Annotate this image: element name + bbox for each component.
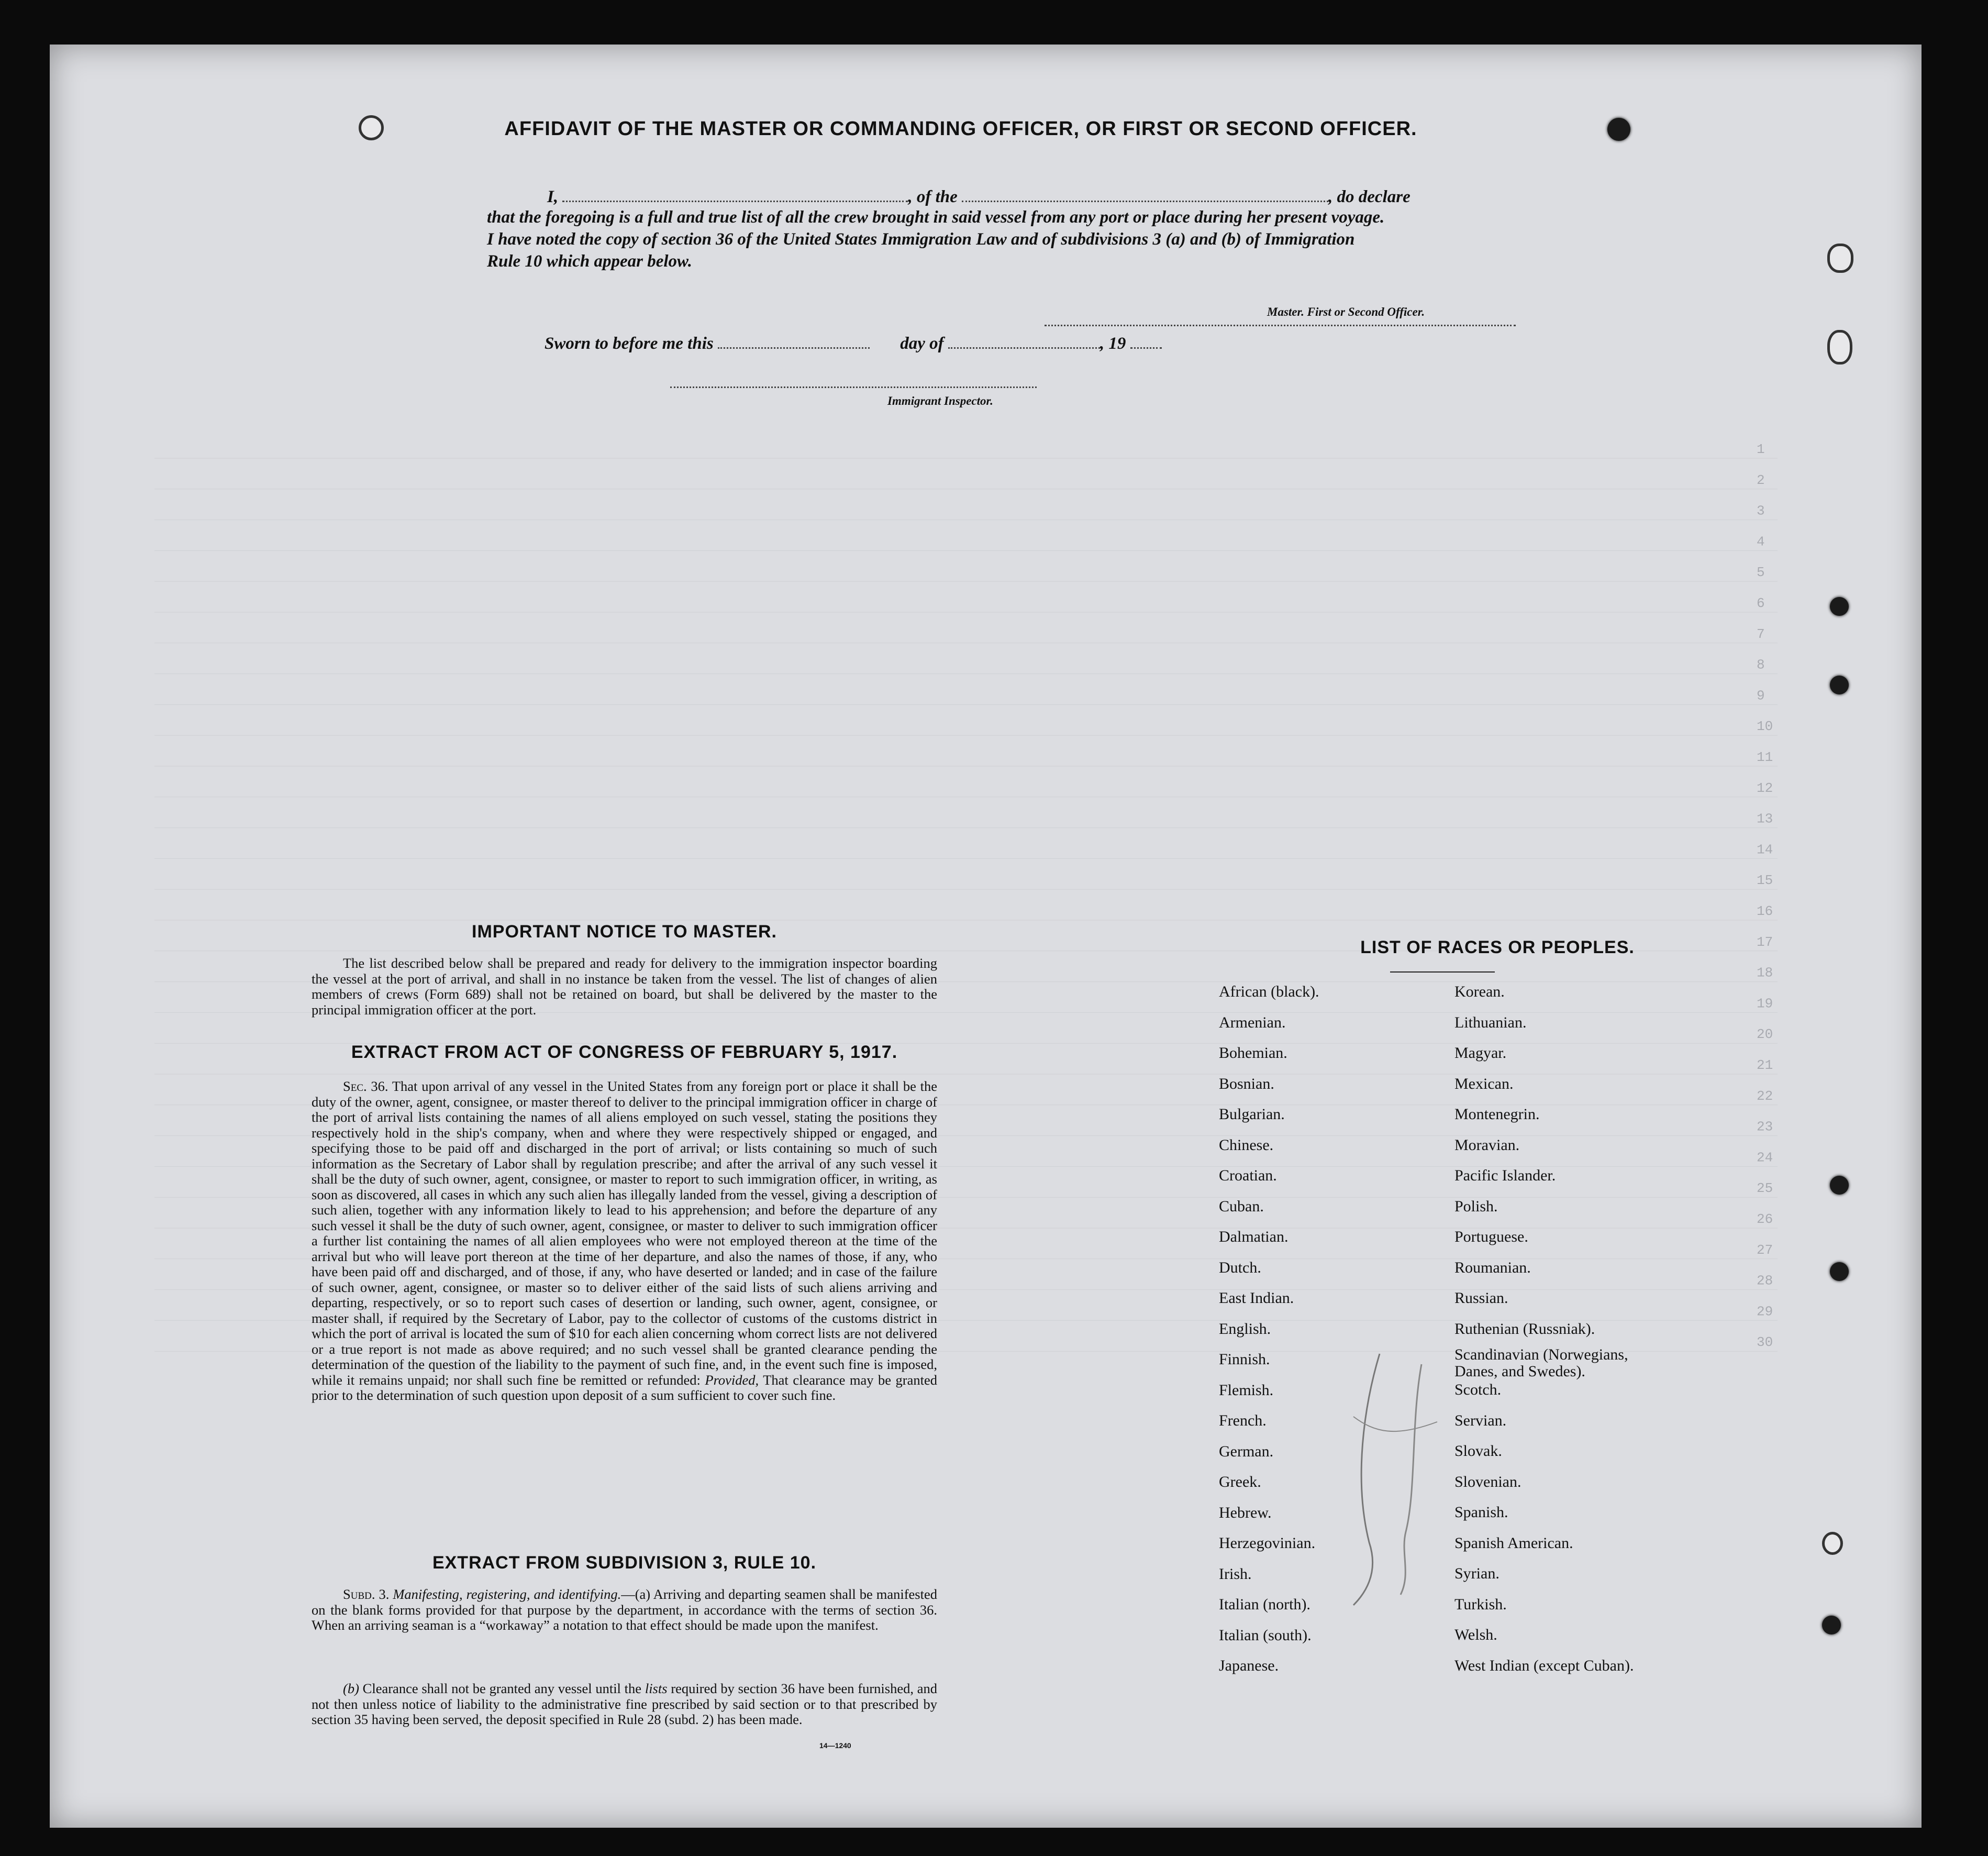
race-item: Greek.	[1219, 1473, 1261, 1490]
provided-word: Provided,	[705, 1372, 759, 1388]
race-item: Bohemian.	[1219, 1044, 1287, 1062]
race-item: Chinese.	[1219, 1136, 1274, 1154]
affidavit-title: AFFIDAVIT OF THE MASTER OR COMMANDING OFFICER, OR FIRST OR SECOND OFFICER.	[504, 118, 1417, 140]
affidavit-line-3: I have noted the copy of section 36 of the United States Immigration Law and of subdivisions 3 (a) and (b) of Immigration	[487, 230, 1355, 249]
binder-hole-right-3	[1830, 597, 1849, 616]
bleed-row-number: 30	[1757, 1334, 1773, 1351]
race-item: Lithuanian.	[1454, 1013, 1527, 1031]
race-item: Spanish.	[1454, 1504, 1508, 1521]
race-item: Italian (south).	[1219, 1626, 1312, 1644]
bleed-row-number: 28	[1757, 1273, 1773, 1289]
binder-hole-top	[1607, 118, 1630, 141]
race-item: East Indian.	[1219, 1289, 1294, 1307]
bleed-row-number: 9	[1757, 688, 1765, 704]
affidavit-of-the: , of the	[908, 187, 958, 206]
bleed-row-number: 15	[1757, 872, 1773, 889]
race-item: Dutch.	[1219, 1258, 1261, 1276]
sworn-day-blank[interactable]	[718, 333, 870, 349]
binder-hole-right-7	[1822, 1532, 1843, 1555]
bleed-row-number: 24	[1757, 1150, 1773, 1166]
race-item: Polish.	[1454, 1197, 1498, 1215]
race-item: Croatian.	[1219, 1167, 1277, 1184]
affidavit-line-2: that the foregoing is a full and true list of all the crew brought in said vessel from any port or place during her present voyage.	[487, 208, 1385, 227]
bleed-row-number: 1	[1757, 441, 1765, 457]
vessel-name-blank[interactable]	[962, 186, 1328, 202]
section-label: Sec. 36.	[343, 1078, 388, 1094]
race-item: Herzegovinian.	[1219, 1534, 1316, 1552]
bleed-row-number: 17	[1757, 934, 1773, 950]
binder-hole-right-2	[1827, 330, 1852, 364]
bleed-row-number: 7	[1757, 626, 1765, 642]
manifest-back-page	[50, 45, 1922, 1828]
extract-rule-title: EXTRACT FROM SUBDIVISION 3, RULE 10.	[432, 1553, 817, 1573]
race-item: Ruthenian (Russniak).	[1454, 1320, 1595, 1338]
year-prefix: , 19	[1099, 334, 1126, 353]
race-item: West Indian (except Cuban).	[1454, 1656, 1634, 1674]
signature-caption: Master. First or Second Officer.	[1267, 305, 1425, 318]
race-item: African (black).	[1219, 983, 1319, 1000]
pencil-marks	[1332, 1343, 1463, 1616]
race-item: Syrian.	[1454, 1565, 1500, 1582]
races-left-column	[1219, 977, 1319, 1682]
section-36-body: That upon arrival of any vessel in the United States from any foreign port or place it shall be the duty of the owner, agent, consignee, or master thereof to deliver to the principal immigration officer in charge of the port of arrival lists containing the names of all aliens employed on such vessel, stating the positions they respectively hold in the ship's company, when and where they were respectively shipped or engaged, and specifying those to be paid off and discharged in the port of arrival; or lists containing so much of such information as the Secretary of Labor shall by regulation prescribe; and after the arrival of any such vessel it shall be the duty of such owner, agent, consignee, or master to report to such immigration officer, in writing, as soon as discovered, all cases in which any such alien has illegally landed from the vessel, giving a description of such alien, together with any information likely to lead to his apprehension; and before the departure of any such vessel it shall be the duty of such owner, agent, consignee, or master to deliver to such immigration officer a further list containing the names of all alien employees who were not employed thereon at the time of the arrival but who will leave port thereon at the time of her departure, and also the names of those, if any, who have been paid off and discharged, and of those, if any, who have deserted or landed; and in case of the failure of such owner, agent, consignee, or master so to deliver either of the said lists of such aliens arriving and departing, respectively, or so to report such cases of desertion or landing, such owner, agent, consignee, or master shall, if required by the Secretary of Labor, pay to the collector of customs of the customs district in which the port of arrival is located the sum of $10 for each alien concerning whom correct lists are not delivered or a true report is not made as above required; and no such vessel shall be granted clearance pending the determination of the question of the liability to the payment of such fine, and, in the event such fine is imposed, while it remains unpaid; nor shall such fine be remitted or refunded:	[312, 1078, 937, 1388]
race-item: Servian.	[1454, 1411, 1507, 1429]
bleed-row-number: 2	[1757, 472, 1765, 488]
affidavit-line-4: Rule 10 which appear below.	[487, 252, 693, 271]
race-item: Irish.	[1219, 1565, 1252, 1583]
bleed-row-number: 13	[1757, 811, 1773, 827]
bleed-row-number: 29	[1757, 1303, 1773, 1320]
bleed-row-number: 3	[1757, 503, 1765, 519]
races-right-column	[1454, 977, 1674, 1681]
master-name-blank[interactable]	[562, 186, 908, 202]
rule-para-b	[312, 1681, 937, 1728]
race-item: Armenian.	[1219, 1013, 1286, 1031]
bleed-row-number: 6	[1757, 595, 1765, 611]
bleed-row-number: 12	[1757, 780, 1773, 796]
binder-hole-right-5	[1830, 1176, 1849, 1195]
form-number: 14—1240	[819, 1741, 851, 1750]
extract-act-title: EXTRACT FROM ACT OF CONGRESS OF FEBRUARY 5, 1917.	[351, 1042, 898, 1062]
binder-hole-top-left	[359, 115, 384, 140]
notice-title: IMPORTANT NOTICE TO MASTER.	[472, 922, 777, 942]
race-item: Slovenian.	[1454, 1473, 1521, 1490]
race-item: Spanish American.	[1454, 1534, 1573, 1552]
subd-label: Subd. 3.	[343, 1586, 390, 1602]
bleed-row-number: 14	[1757, 842, 1773, 858]
para-b-label: (b)	[343, 1681, 359, 1696]
extract-act-text	[312, 1079, 937, 1404]
race-item: English.	[1219, 1320, 1271, 1338]
bleed-row-number: 23	[1757, 1119, 1773, 1135]
race-item: Roumanian.	[1454, 1258, 1531, 1276]
races-title-rule	[1390, 971, 1495, 973]
race-item: Montenegrin.	[1454, 1106, 1540, 1123]
race-item: Moravian.	[1454, 1136, 1520, 1154]
rule-para-a	[312, 1587, 937, 1633]
race-item: Flemish.	[1219, 1381, 1274, 1399]
races-title: LIST OF RACES OR PEOPLES.	[1360, 937, 1635, 957]
race-item: German.	[1219, 1442, 1274, 1460]
race-item: Welsh.	[1454, 1626, 1497, 1643]
race-item: Korean.	[1454, 983, 1505, 1000]
race-item: Cuban.	[1219, 1197, 1264, 1215]
race-item: Portuguese.	[1454, 1228, 1528, 1245]
inspector-signature-line[interactable]	[670, 386, 1037, 388]
binder-hole-right-1	[1827, 244, 1853, 273]
bleed-row-number: 19	[1757, 996, 1773, 1012]
bleed-row-number: 25	[1757, 1180, 1773, 1197]
race-item: Finnish.	[1219, 1351, 1270, 1368]
race-item: Slovak.	[1454, 1442, 1502, 1460]
para-b-text-2: required by section 36 have been furnished, and not then unless notice of liability to the administrative fine prescribed by said section or to that prescribed by section 35 having been served, the deposit specified in Rule 28 (subd. 2) has been made.	[312, 1681, 938, 1727]
bleed-row-number: 5	[1757, 565, 1765, 581]
race-item: Magyar.	[1454, 1044, 1507, 1062]
race-item: Bosnian.	[1219, 1075, 1274, 1092]
bleed-row-number: 11	[1757, 749, 1773, 765]
sworn-line	[545, 333, 1162, 353]
bleed-row-number: 21	[1757, 1057, 1773, 1073]
race-item: Hebrew.	[1219, 1504, 1272, 1521]
notice-text: The list described below shall be prepared and ready for delivery to the immigration inspector boarding the vessel at the port of arrival, and shall in no instance be taken from the vessel. The list of changes of alien members of crews (Form 689) shall not be retained on board, but shall be delivered by the master to the principal immigration officer at the port.	[312, 955, 937, 1018]
day-of-text: day of	[900, 334, 944, 353]
race-item: Dalmatian.	[1219, 1228, 1289, 1245]
binder-hole-right-8	[1822, 1616, 1841, 1634]
race-item: Italian (north).	[1219, 1596, 1310, 1613]
race-item: Russian.	[1454, 1289, 1508, 1307]
master-signature-line[interactable]	[1045, 325, 1516, 326]
bleed-row-number: 27	[1757, 1242, 1773, 1258]
sworn-month-blank[interactable]	[948, 333, 1100, 349]
binder-hole-right-6	[1830, 1262, 1849, 1281]
bleed-row-number: 20	[1757, 1026, 1773, 1043]
race-item: French.	[1219, 1412, 1267, 1429]
race-item: Turkish.	[1454, 1595, 1507, 1613]
bleed-row-number: 4	[1757, 534, 1765, 550]
race-item: Japanese.	[1219, 1657, 1279, 1674]
race-item: Scandinavian (Norwegians, Danes, and Swedes).	[1454, 1346, 1628, 1380]
sworn-text: Sworn to before me this	[545, 334, 714, 353]
para-b-text-1: Clearance shall not be granted any vessel until the	[362, 1681, 642, 1696]
bleed-row-number: 16	[1757, 903, 1773, 919]
inspector-caption: Immigrant Inspector.	[887, 394, 993, 407]
bleed-row-number: 10	[1757, 719, 1773, 735]
race-item: Mexican.	[1454, 1075, 1514, 1092]
sworn-year-blank[interactable]	[1130, 333, 1162, 349]
bleed-row-number: 26	[1757, 1211, 1773, 1227]
subd-para-a-text: —(a) Arriving and departing seamen shall be manifested on the blank forms provided for that purpose by the department, in accordance with the terms of section 36. When an arriving seaman is a “workaway” a notation to that effect should be made upon the manifest.	[312, 1586, 937, 1633]
bleed-row-number: 8	[1757, 657, 1765, 673]
race-item: Pacific Islander.	[1454, 1167, 1556, 1184]
affidavit-i: I,	[547, 187, 559, 206]
race-item: Scotch.	[1454, 1381, 1502, 1398]
affidavit-declaration-line	[547, 186, 1411, 207]
race-item: Bulgarian.	[1219, 1106, 1285, 1123]
subd-heading: Manifesting, registering, and identifying.	[393, 1586, 621, 1602]
affidavit-do-declare: , do declare	[1328, 187, 1411, 206]
bleed-row-number: 22	[1757, 1088, 1773, 1104]
binder-hole-right-4	[1830, 676, 1849, 694]
bleed-row-number: 18	[1757, 965, 1773, 981]
section-36-end: That clearance may be granted prior to the determination of such question upon deposit of a sum sufficient to cover such fine.	[312, 1372, 938, 1403]
para-b-lists: lists	[645, 1681, 668, 1696]
